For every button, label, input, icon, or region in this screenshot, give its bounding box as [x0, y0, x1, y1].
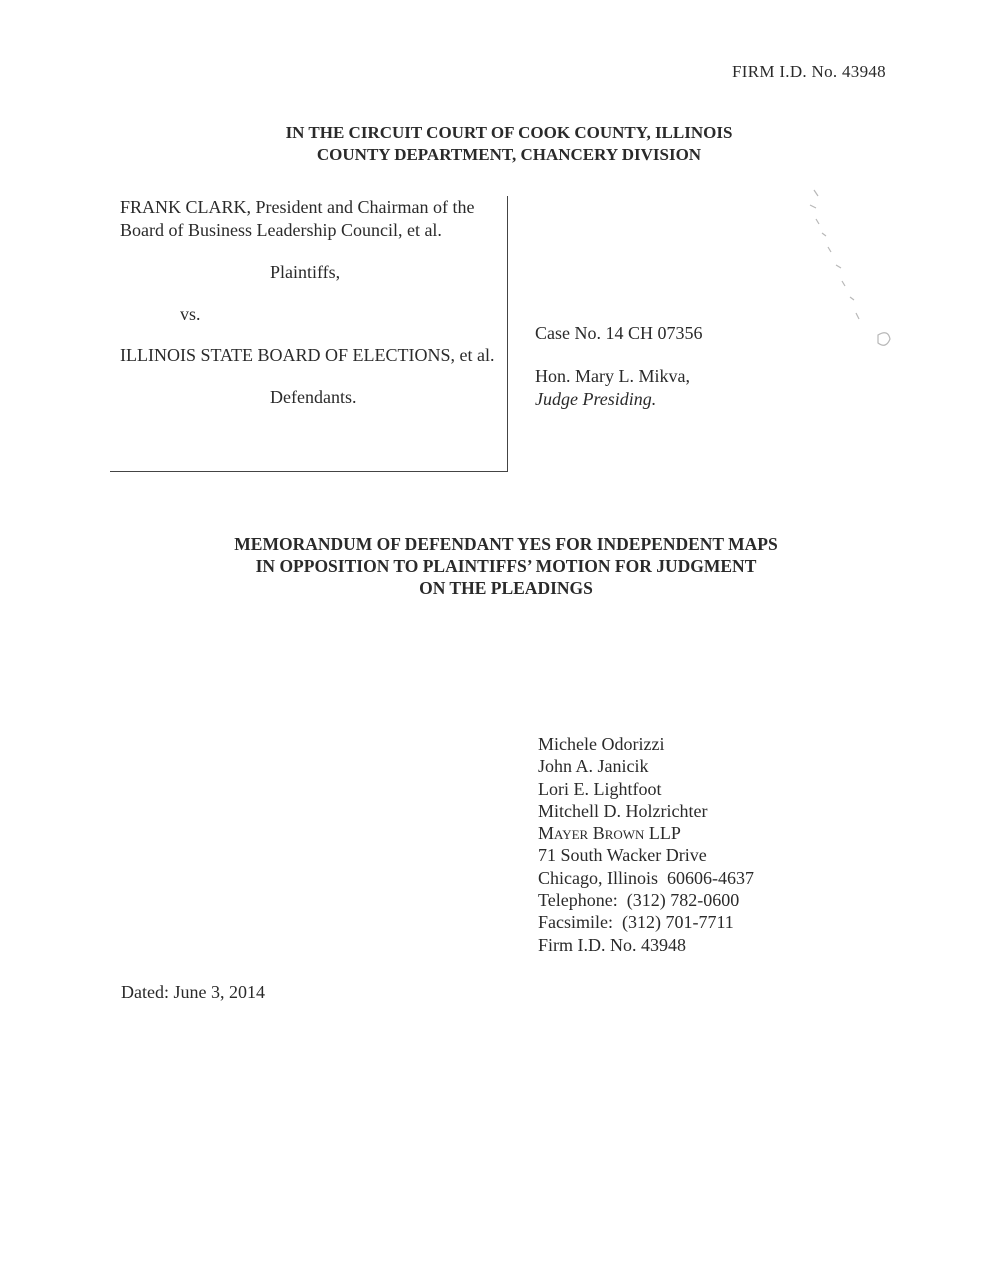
versus-label: vs. — [180, 304, 201, 324]
attorney-name: John A. Janicik — [538, 756, 649, 777]
firm-telephone: Telephone: (312) 782-0600 — [538, 890, 740, 911]
defendants-label: Defendants. — [270, 387, 357, 407]
dated-line: Dated: June 3, 2014 — [121, 982, 265, 1002]
plaintiffs-names: FRANK CLARK, President and Chairman of the Board of Business Leadership Council, et al. — [120, 197, 475, 240]
attorney-name: Michele Odorizzi — [538, 734, 665, 754]
firm-id-number: Firm I.D. No. 43948 — [538, 934, 686, 955]
attorney-name: Lori E. Lightfoot — [538, 778, 662, 799]
title-line-2: IN OPPOSITION TO PLAINTIFFS’ MOTION FOR JUDGMENT — [255, 556, 757, 576]
plaintiffs-label: Plaintiffs, — [270, 262, 341, 282]
memorandum-title — [0, 533, 990, 599]
title-line-1: MEMORANDUM OF DEFENDANT YES FOR INDEPENDENT MAPS — [234, 534, 778, 554]
firm-id-header: FIRM I.D. No. 43948 — [732, 62, 886, 81]
law-firm-name: Mayer Brown LLP — [538, 823, 681, 844]
court-line-1: IN THE CIRCUIT COURT OF COOK COUNTY, ILLINOIS — [285, 123, 733, 142]
court-heading — [0, 122, 990, 166]
caption-horizontal-rule — [110, 471, 508, 472]
case-number: Case No. 14 CH 07356 — [535, 323, 703, 343]
judge-role: Judge Presiding. — [535, 389, 657, 409]
faint-stamp-mark — [792, 185, 902, 365]
defendants-names: ILLINOIS STATE BOARD OF ELECTIONS, et al. — [120, 345, 495, 365]
firm-facsimile: Facsimile: (312) 701-7711 — [538, 912, 734, 933]
firm-address-city: Chicago, Illinois 60606-4637 — [538, 867, 754, 888]
judge-name: Hon. Mary L. Mikva, — [535, 366, 690, 386]
firm-address-street: 71 South Wacker Drive — [538, 845, 707, 866]
caption-vertical-rule — [507, 196, 508, 471]
caption-parties — [120, 196, 500, 409]
title-line-3: ON THE PLEADINGS — [419, 578, 593, 598]
court-line-2: COUNTY DEPARTMENT, CHANCERY DIVISION — [316, 145, 702, 164]
attorney-name: Mitchell D. Holzrichter — [538, 800, 708, 821]
counsel-block — [538, 733, 754, 956]
